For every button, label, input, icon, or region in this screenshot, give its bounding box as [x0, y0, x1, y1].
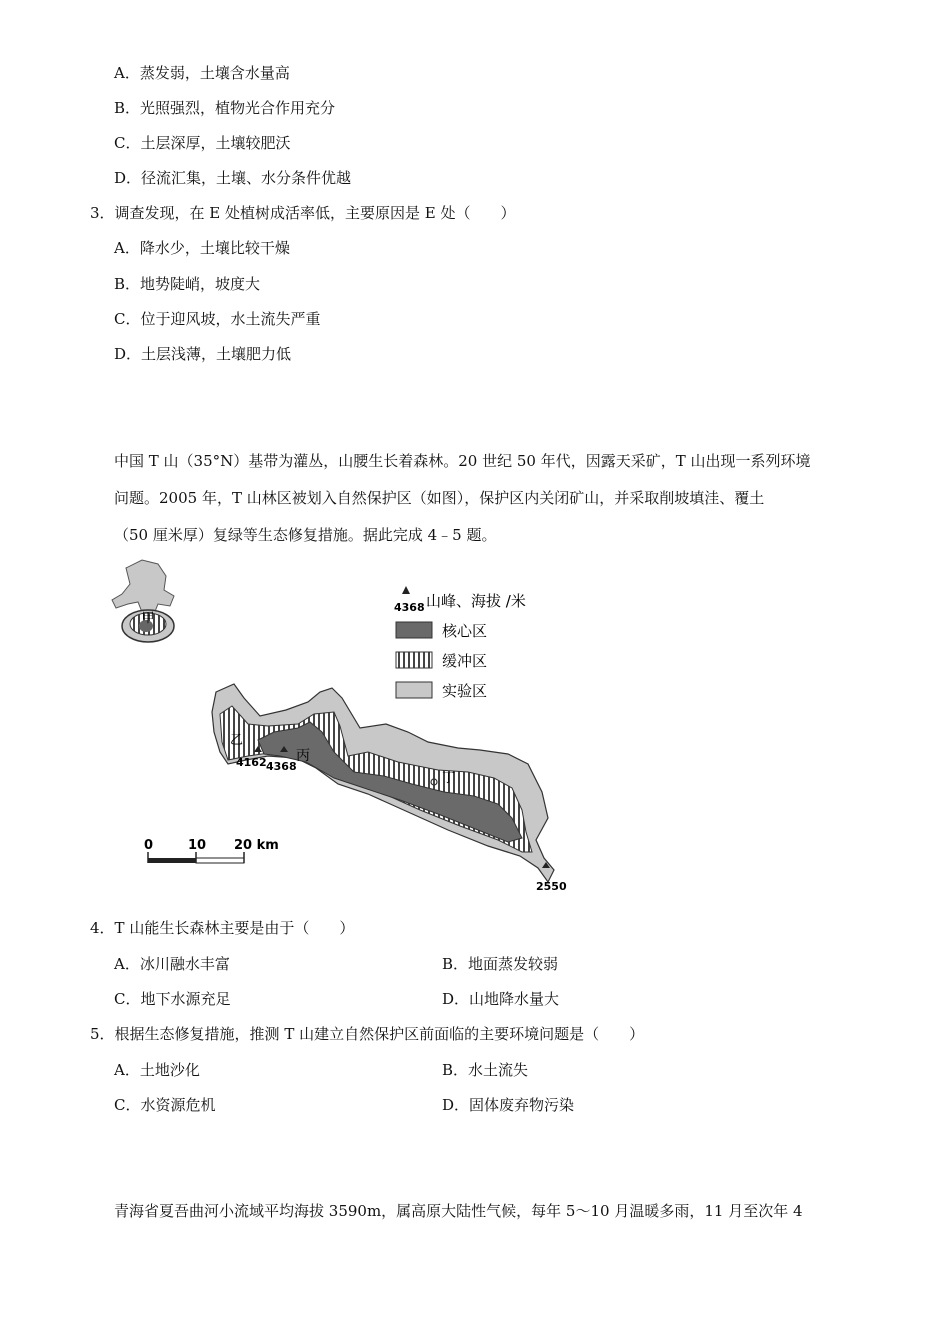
peak-label-2550: 2550: [536, 880, 567, 893]
place-ding: 丁: [442, 771, 456, 786]
peak-label-4368: 4368: [266, 760, 297, 773]
q2-option-c: C．土层深厚，土壤较肥沃: [114, 134, 291, 152]
legend-peak: 山峰、海拔 /米: [426, 592, 526, 610]
place-jia: 甲: [141, 611, 155, 626]
legend-experimental: 实验区: [442, 682, 488, 700]
legend-buffer: 缓冲区: [442, 652, 488, 670]
scale-10: 10: [188, 838, 207, 853]
q2-option-b: B．光照强烈，植物光合作用充分: [114, 99, 336, 117]
q3-option-a: A．降水少，土壤比较干燥: [114, 239, 290, 257]
passage-line-2: 问题。2005 年，T 山林区被划入自然保护区（如图），保护区内关闭矿山，并采取削坡填洼、覆土: [114, 489, 765, 507]
inset-map: [112, 560, 174, 642]
main-reserve: [212, 684, 567, 893]
scale-20: 20 km: [234, 838, 279, 853]
q4-option-b: B．地面蒸发较弱: [442, 955, 559, 973]
q4-stem: 4．T 山能生长森林主要是由于（ ）: [90, 919, 355, 937]
q2-option-a: A．蒸发弱，土壤含水量高: [114, 64, 290, 82]
scale-0: 0: [144, 838, 154, 853]
q3-option-d: D．土层浅薄，土壤肥力低: [114, 345, 292, 363]
q5-option-b: B．水土流失: [442, 1061, 529, 1079]
scale-bar: [144, 838, 279, 863]
map-legend: [394, 586, 526, 700]
passage-line-3: （50 厘米厚）复绿等生态修复措施。据此完成 4﹣5 题。: [114, 526, 497, 544]
legend-core: 核心区: [442, 622, 488, 640]
q5-stem: 5．根据生态修复措施，推测 T 山建立自然保护区前面临的主要环境问题是（ ）: [90, 1025, 645, 1043]
q2-option-d: D．径流汇集，土壤、水分条件优越: [114, 169, 352, 187]
place-yi: 乙: [230, 733, 244, 748]
q3-stem: 3．调查发现，在 E 处植树成活率低，主要原因是 E 处（ ）: [90, 204, 516, 222]
q4-option-d: D．山地降水量大: [442, 990, 560, 1008]
q5-option-d: D．固体废弃物污染: [442, 1096, 575, 1114]
peak-label-4162: 4162: [236, 756, 267, 769]
q4-option-c: C．地下水源充足: [114, 990, 231, 1008]
q5-option-a: A．土地沙化: [114, 1061, 200, 1079]
legend-peak-height: 4368: [394, 601, 425, 614]
passage2-line-1: 青海省夏吾曲河小流域平均海拔 3590m，属高原大陆性气候，每年 5～10 月温暖多雨，11 月至次年 4: [114, 1202, 803, 1220]
passage-line-1: 中国 T 山（35°N）基带为灌丛，山腰生长着森林。20 世纪 50 年代，因露天采矿，T 山出现一系列环境: [114, 452, 811, 470]
q4-option-a: A．冰川融水丰富: [114, 955, 230, 973]
q5-option-c: C．水资源危机: [114, 1096, 216, 1114]
q3-option-c: C．位于迎风坡，水土流失严重: [114, 310, 321, 328]
q3-option-b: B．地势陡峭，坡度大: [114, 275, 261, 293]
reserve-map: [108, 556, 588, 904]
place-bing: 丙: [296, 748, 310, 764]
